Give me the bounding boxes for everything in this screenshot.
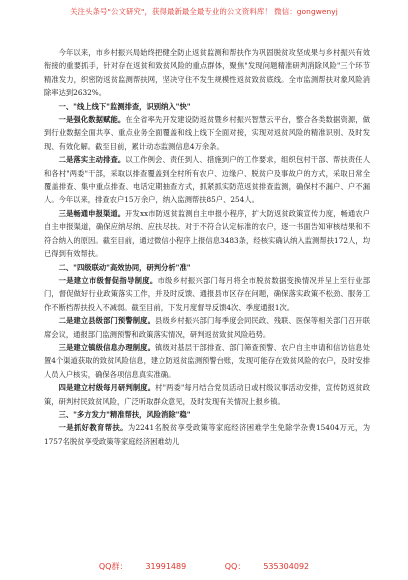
paragraph [44,207,370,261]
paragraph-text: 市级乡村振兴部门每月将全市脱贫数据变换情况并呈上至行业部门，督促做好行业政策落实工作，并及时反馈、通报县市区存在问题，确保落实政策不松劲、服务工作不断档帮扶投入不减弱。截至目前，下发月度督导反馈4次、季度通报1次。 [44,275,371,312]
paragraph-text: 以工作例会、责任到人、措施到户的工作要求，组织包村干部、帮扶责任人和各村"两委"干部，采取以排查覆盖到全村所有农户、边缘户、脱贫户及事故户的方式，采取日常全覆盖排查、集中重点排查、电话定期抽查方式，抓紧抓实防范返贫排查监测，确保村不漏户、户不漏人。今年以来，排查农户15万余户，纳入监测帮扶85户、254人。 [44,155,371,205]
paragraph-text: 镇级对基层干部排查、部门筛查预警、农户自主申请和信访信息处置4个渠道获取的致贫风险信息，建立防返贫监测预警台账，发现可能存在致贫风险的农户，及时安排人员入户核实，确保各项信息真实准确。 [44,342,371,379]
paragraph-lead: 四是建立村级每月研判制度。 [58,383,156,393]
paragraph-lead: 二是建立县级部门预警制度。 [58,316,156,326]
section-heading [44,261,370,274]
qq-number [216,562,318,571]
paragraph [44,341,370,381]
paragraph-lead: 一是抓好教育帮扶。 [58,423,128,433]
paragraph [44,421,370,448]
paragraph-lead: 一是建立市级督促指导制度。 [58,275,158,285]
paragraph-text: 一、"线上线下"监测排查，识别纳入"快" [58,101,191,111]
paragraph [44,46,370,100]
paragraph [44,314,370,341]
footer-contacts [0,561,408,572]
qq-group-label: QQ群： [98,562,128,571]
paragraph-lead: 三是畅通申报渠道。 [58,208,126,218]
paragraph-lead: 一是强化数据赋能。 [58,115,126,125]
paragraph [44,153,370,207]
paragraph-text: 今年以来，市乡村振兴局始终把健全防止返贫监测和帮扶作为巩固脱贫攻坚成果与乡村振兴有效衔接的重要抓手，针对存在返贫和致贫风险的重点群体，聚焦"发现问题精准研判消除风险"三个环节精准发力，织密防返贫监测帮扶网，坚决守住不发生规模性返贫致贫底线。全市监测帮扶对象风险消除率达到2632%。 [44,48,370,98]
paragraph-text: 二、"四级联动"高效协同，研判分析"准" [58,262,191,272]
paragraph [44,381,370,408]
paragraph [44,274,370,314]
section-heading [44,100,370,113]
paragraph-text: 为2241名脱贫享受政策等家庭经济困难学生免除学杂费15404万元，为1757名脱贫享受政策等家庭经济困难幼儿 [44,423,371,446]
paragraph-lead: 三是建立镇级信息办理制度。 [58,342,156,352]
paragraph-text: 开发xx市防返贫监测自主申报小程序，扩大防返贫政策宣传力度，畅通农户自主申报渠道，确保应纳尽纳、应扶尽扶。对于不符合认定标准的农户，逐一书面告知审核结果和不符合纳入的原因。截至目前，通过微信小程序上报信息3483条，经核实确认纳入监测帮扶172人，均已得到有效帮扶。 [44,208,371,259]
section-heading [44,408,370,421]
paragraph-text: 在全省率先开发建设防返贫暨乡村振兴智慧云平台，整合各类数据资源，做到行业数据全面共享、重点业务全面覆盖和线上线下全面对接，实现对返贫风险的精准识别、及时发现、有效化解。截至目前，累计动态监测信息4万余条。 [44,115,371,151]
paragraph-lead: 二是落实主动排查。 [58,155,126,165]
paragraph-text: 三、"多方发力"精准帮扶，风险消除"稳" [58,409,191,419]
paragraph-text: 县级乡村振兴部门每季度会同民政、残联、医保等相关部门召开联席会议，通报部门监测预警和政策落实情况，研判返贫致贫风险趋势。 [44,316,371,339]
qq-number-value: 535304092 [263,562,310,571]
paragraph-text: 村"两委"每月结合党员活动日或村级议事活动安排，宣传防返贫政策，研判村民致贫风险，广泛听取群众意见，及时发现有关情况上报乡镇。 [44,383,371,406]
qq-group [90,562,195,571]
qq-number-label: QQ： [224,562,246,571]
qq-group-value: 31991489 [145,562,187,571]
header-banner: 关注头条号"公文研究"，获得最新最全最专业的公文资料库！ 微信：gongwenyj [70,7,338,16]
paragraph [44,113,370,153]
document-body [44,46,370,448]
